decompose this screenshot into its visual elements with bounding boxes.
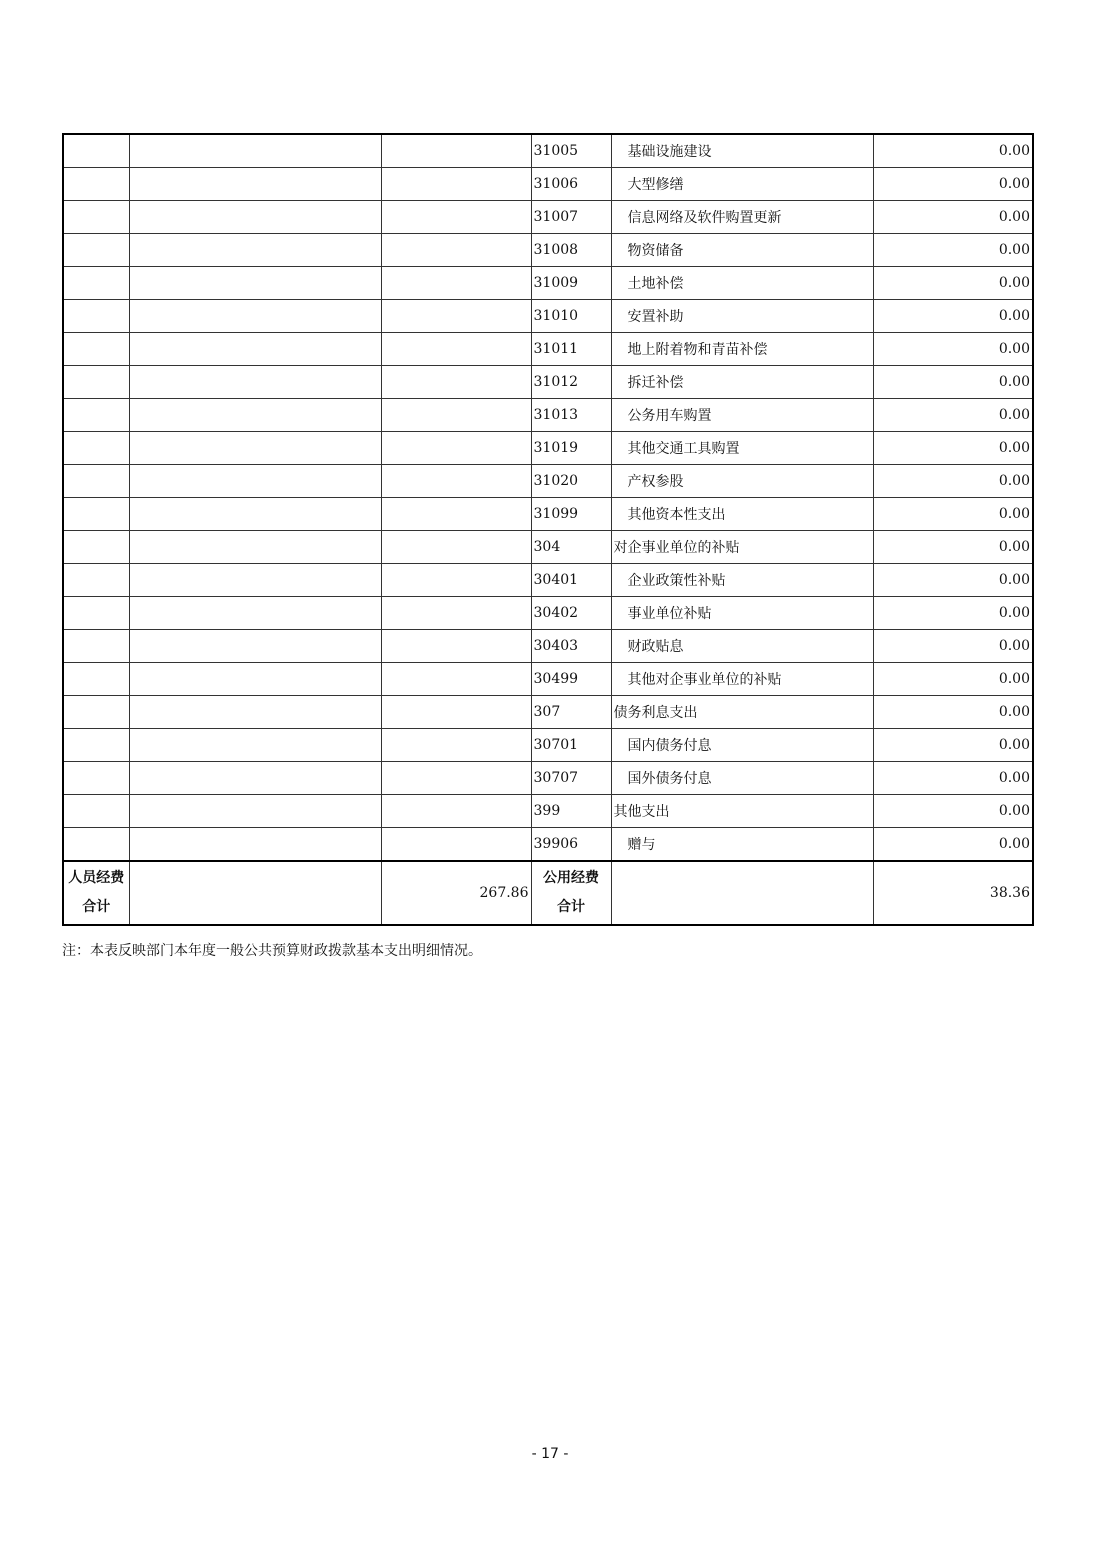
item-amount: 0.00 (873, 762, 1033, 795)
item-name: 物资储备 (611, 234, 873, 267)
page-number: - 17 - (531, 1446, 569, 1462)
empty-cell (381, 134, 531, 168)
table-row (63, 234, 1033, 267)
personnel-total-label-line1: 人员经费 (68, 870, 125, 886)
empty-cell (129, 597, 381, 630)
item-code: 31007 (531, 201, 611, 234)
item-amount: 0.00 (873, 399, 1033, 432)
empty-cell (63, 300, 129, 333)
table-row (63, 201, 1033, 234)
empty-cell (129, 432, 381, 465)
empty-cell (63, 432, 129, 465)
item-code: 31011 (531, 333, 611, 366)
table-row (63, 366, 1033, 399)
empty-cell (129, 201, 381, 234)
table-row (63, 300, 1033, 333)
empty-cell (63, 663, 129, 696)
item-name: 事业单位补贴 (611, 597, 873, 630)
table-row (63, 663, 1033, 696)
table-note: 注：本表反映部门本年度一般公共预算财政拨款基本支出明细情况。 (62, 943, 482, 959)
empty-cell (381, 234, 531, 267)
item-name: 对企事业单位的补贴 (611, 531, 873, 564)
item-amount: 0.00 (873, 498, 1033, 531)
empty-cell (129, 168, 381, 201)
item-amount: 0.00 (873, 597, 1033, 630)
empty-cell (381, 168, 531, 201)
empty-cell (63, 234, 129, 267)
table-row (63, 564, 1033, 597)
item-name: 基础设施建设 (611, 134, 873, 168)
empty-cell (129, 663, 381, 696)
item-code: 304 (531, 531, 611, 564)
empty-cell (63, 564, 129, 597)
empty-cell (381, 366, 531, 399)
empty-cell (381, 333, 531, 366)
item-code: 31008 (531, 234, 611, 267)
item-name: 公务用车购置 (611, 399, 873, 432)
expenditure-table (62, 133, 1034, 926)
totals-empty-cell (129, 861, 381, 925)
empty-cell (63, 696, 129, 729)
empty-cell (63, 168, 129, 201)
empty-cell (381, 465, 531, 498)
personnel-total-amount: 267.86 (381, 861, 531, 925)
table-row (63, 729, 1033, 762)
item-amount: 0.00 (873, 134, 1033, 168)
empty-cell (381, 531, 531, 564)
item-code: 30707 (531, 762, 611, 795)
item-code: 31020 (531, 465, 611, 498)
item-code: 30499 (531, 663, 611, 696)
empty-cell (381, 498, 531, 531)
table-row (63, 828, 1033, 862)
public-total-label-line2: 合计 (557, 899, 585, 915)
item-amount: 0.00 (873, 201, 1033, 234)
item-code: 399 (531, 795, 611, 828)
item-amount: 0.00 (873, 795, 1033, 828)
item-name: 其他交通工具购置 (611, 432, 873, 465)
empty-cell (129, 828, 381, 862)
item-code: 39906 (531, 828, 611, 862)
empty-cell (63, 795, 129, 828)
item-name: 其他资本性支出 (611, 498, 873, 531)
item-code: 30402 (531, 597, 611, 630)
item-name: 其他支出 (611, 795, 873, 828)
personnel-total-label (63, 861, 129, 925)
empty-cell (129, 531, 381, 564)
table-row (63, 597, 1033, 630)
empty-cell (129, 795, 381, 828)
item-amount: 0.00 (873, 828, 1033, 862)
table-row (63, 630, 1033, 663)
table-row (63, 795, 1033, 828)
empty-cell (129, 333, 381, 366)
empty-cell (63, 828, 129, 862)
table-row (63, 399, 1033, 432)
item-name: 产权参股 (611, 465, 873, 498)
empty-cell (129, 300, 381, 333)
empty-cell (381, 762, 531, 795)
empty-cell (381, 630, 531, 663)
personnel-total-label-line2: 合计 (82, 899, 111, 915)
empty-cell (381, 564, 531, 597)
empty-cell (129, 234, 381, 267)
public-total-label (531, 861, 611, 925)
item-amount: 0.00 (873, 630, 1033, 663)
item-amount: 0.00 (873, 696, 1033, 729)
table-row (63, 432, 1033, 465)
table-row (63, 333, 1033, 366)
public-total-amount: 38.36 (873, 861, 1033, 925)
empty-cell (129, 465, 381, 498)
empty-cell (63, 498, 129, 531)
item-amount: 0.00 (873, 300, 1033, 333)
empty-cell (381, 729, 531, 762)
item-name: 国内债务付息 (611, 729, 873, 762)
item-code: 31006 (531, 168, 611, 201)
item-name: 国外债务付息 (611, 762, 873, 795)
empty-cell (381, 399, 531, 432)
item-amount: 0.00 (873, 564, 1033, 597)
empty-cell (381, 267, 531, 300)
item-name: 拆迁补偿 (611, 366, 873, 399)
empty-cell (129, 564, 381, 597)
item-code: 31005 (531, 134, 611, 168)
totals-row (63, 861, 1033, 925)
item-name: 企业政策性补贴 (611, 564, 873, 597)
empty-cell (63, 201, 129, 234)
empty-cell (129, 366, 381, 399)
table-row (63, 134, 1033, 168)
table-row (63, 696, 1033, 729)
empty-cell (381, 663, 531, 696)
empty-cell (381, 795, 531, 828)
empty-cell (63, 366, 129, 399)
table-row (63, 168, 1033, 201)
empty-cell (63, 465, 129, 498)
item-code: 31019 (531, 432, 611, 465)
item-code: 31013 (531, 399, 611, 432)
empty-cell (63, 399, 129, 432)
table-row (63, 498, 1033, 531)
empty-cell (129, 134, 381, 168)
item-name: 安置补助 (611, 300, 873, 333)
empty-cell (381, 828, 531, 862)
item-code: 31012 (531, 366, 611, 399)
item-amount: 0.00 (873, 234, 1033, 267)
item-name: 债务利息支出 (611, 696, 873, 729)
item-amount: 0.00 (873, 729, 1033, 762)
empty-cell (381, 300, 531, 333)
table-row (63, 762, 1033, 795)
empty-cell (63, 134, 129, 168)
empty-cell (63, 762, 129, 795)
item-name: 土地补偿 (611, 267, 873, 300)
empty-cell (129, 729, 381, 762)
empty-cell (381, 432, 531, 465)
empty-cell (63, 729, 129, 762)
item-name: 赠与 (611, 828, 873, 862)
item-code: 30401 (531, 564, 611, 597)
empty-cell (129, 696, 381, 729)
empty-cell (381, 597, 531, 630)
empty-cell (129, 267, 381, 300)
empty-cell (381, 696, 531, 729)
empty-cell (63, 630, 129, 663)
item-code: 307 (531, 696, 611, 729)
empty-cell (129, 498, 381, 531)
public-total-label-line1: 公用经费 (543, 870, 599, 886)
table-row (63, 267, 1033, 300)
item-name: 地上附着物和青苗补偿 (611, 333, 873, 366)
empty-cell (129, 399, 381, 432)
item-name: 信息网络及软件购置更新 (611, 201, 873, 234)
empty-cell (63, 333, 129, 366)
item-amount: 0.00 (873, 531, 1033, 564)
empty-cell (63, 597, 129, 630)
item-name: 其他对企事业单位的补贴 (611, 663, 873, 696)
table-row (63, 465, 1033, 498)
table-body (63, 134, 1033, 925)
empty-cell (63, 531, 129, 564)
table-row (63, 531, 1033, 564)
item-amount: 0.00 (873, 432, 1033, 465)
item-code: 30403 (531, 630, 611, 663)
item-amount: 0.00 (873, 663, 1033, 696)
item-code: 30701 (531, 729, 611, 762)
empty-cell (129, 762, 381, 795)
item-name: 大型修缮 (611, 168, 873, 201)
item-code: 31010 (531, 300, 611, 333)
item-code: 31009 (531, 267, 611, 300)
empty-cell (381, 201, 531, 234)
item-amount: 0.00 (873, 333, 1033, 366)
item-amount: 0.00 (873, 366, 1033, 399)
item-amount: 0.00 (873, 267, 1033, 300)
empty-cell (63, 267, 129, 300)
totals-empty-cell (611, 861, 873, 925)
item-name: 财政贴息 (611, 630, 873, 663)
item-amount: 0.00 (873, 168, 1033, 201)
item-amount: 0.00 (873, 465, 1033, 498)
empty-cell (129, 630, 381, 663)
item-code: 31099 (531, 498, 611, 531)
